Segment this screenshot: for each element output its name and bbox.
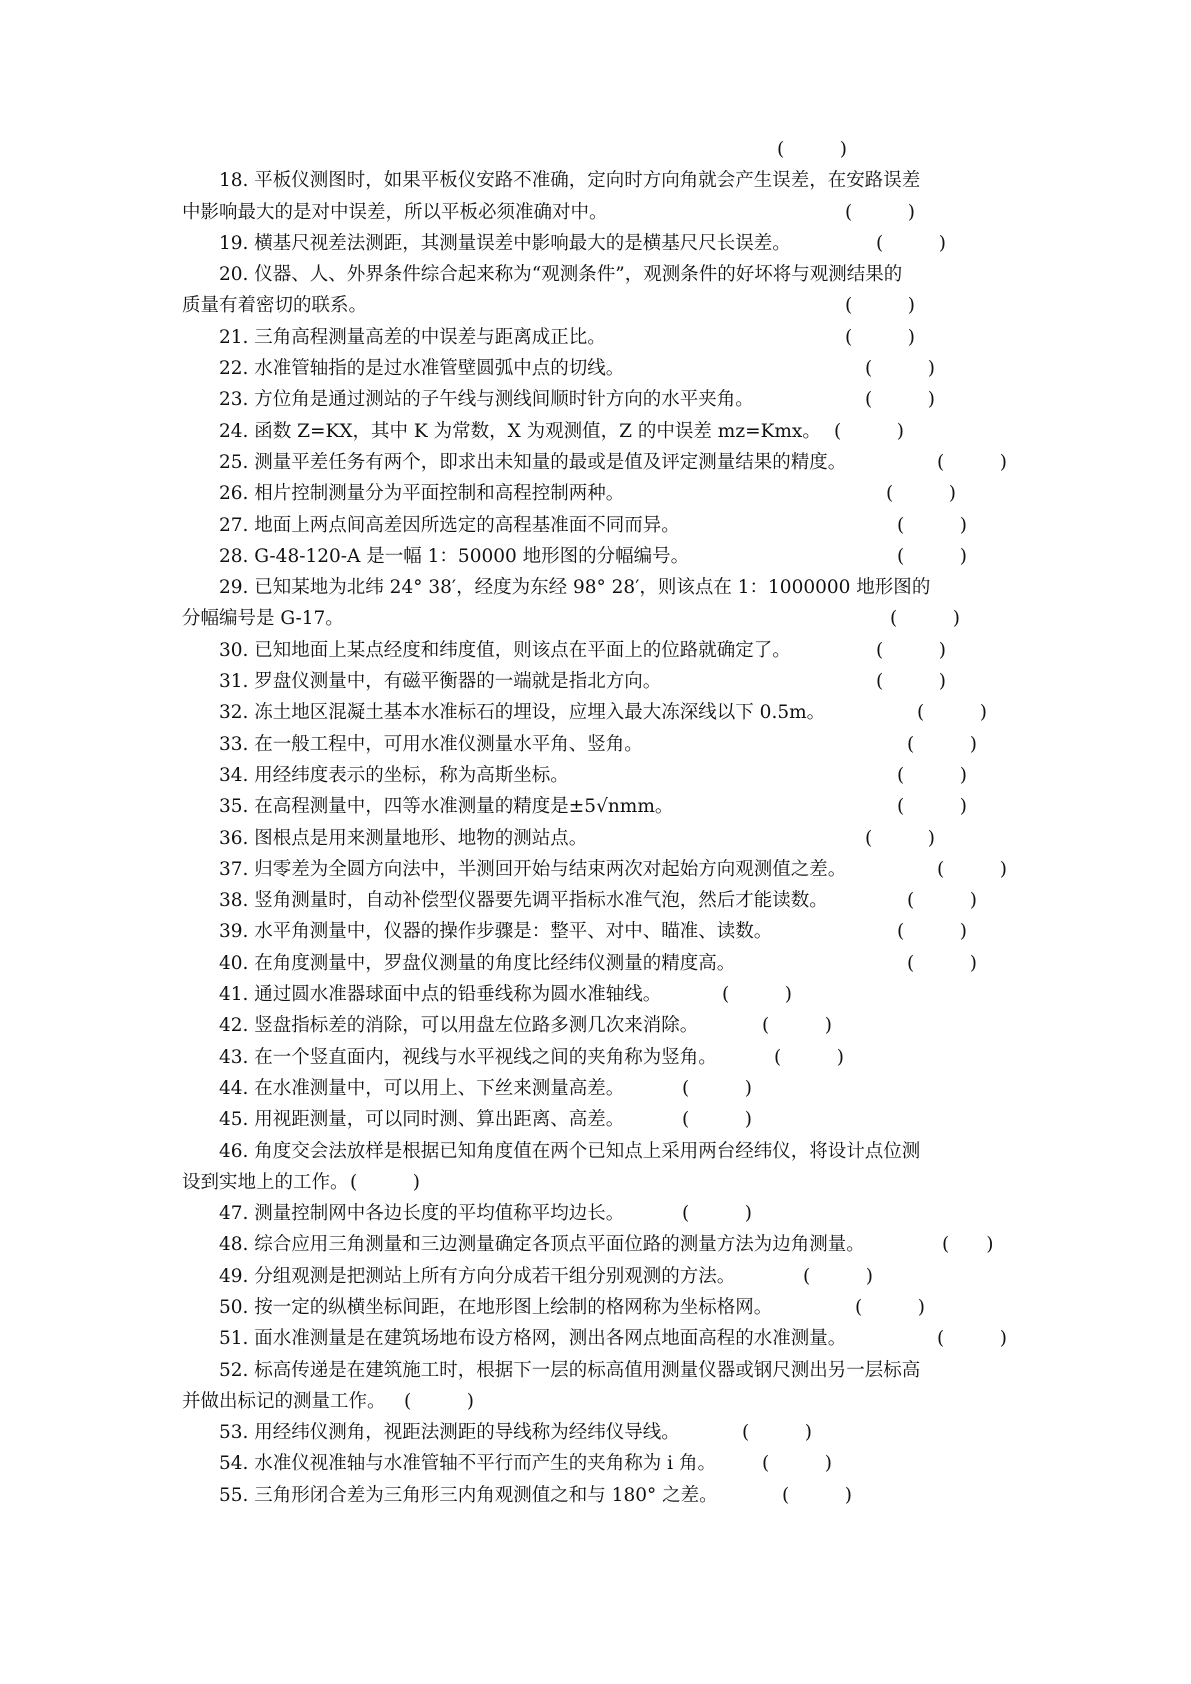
question-text: 52. 标高传递是在建筑施工时，根据下一层的标高值用测量仪器或钢尺测出另一层标高 [219, 1359, 921, 1381]
question-line [182, 416, 1007, 447]
question-line [182, 916, 1007, 947]
answer-blank[interactable]: ( ) [834, 420, 904, 442]
question-line [182, 666, 1007, 697]
question-text: 29. 已知某地为北纬 24° 38′，经度为东经 98° 28′，则该点在 1：1000000 地形图的 [219, 577, 931, 599]
answer-blank[interactable]: ( ) [937, 1328, 1007, 1350]
question-line [182, 510, 1007, 541]
document-page [182, 134, 1007, 1511]
question-text: 54. 水准仪视准轴与水准管轴不平行而产生的夹角称为 i 角。 [219, 1453, 716, 1475]
question-line [182, 603, 1007, 634]
answer-blank[interactable]: ( ) [803, 1265, 873, 1287]
question-text: 41. 通过圆水准器球面中点的铅垂线称为圆水准轴线。 [219, 984, 662, 1006]
question-text: 46. 角度交会法放样是根据已知角度值在两个已知点上采用两台经纬仪，将设计点位测 [219, 1140, 921, 1162]
question-line [182, 165, 1007, 196]
question-line [182, 1198, 1007, 1229]
question-line [182, 353, 1007, 384]
question-line [182, 134, 1007, 165]
answer-blank[interactable]: ( ) [937, 451, 1007, 473]
answer-blank[interactable]: ( ) [774, 1046, 844, 1068]
question-line [182, 384, 1007, 415]
question-text: 38. 竖角测量时，自动补偿型仪器要先调平指标水准气泡，然后才能读数。 [219, 890, 828, 912]
answer-blank[interactable]: ( ) [350, 1171, 420, 1193]
question-line [182, 885, 1007, 916]
question-line [182, 1073, 1007, 1104]
question-text: 51. 面水准测量是在建筑场地布设方格网，测出各网点地面高程的水准测量。 [219, 1328, 847, 1350]
question-line [182, 1261, 1007, 1292]
answer-blank[interactable]: ( ) [404, 1390, 474, 1412]
question-line [182, 948, 1007, 979]
question-text: 33. 在一般工程中，可用水准仪测量水平角、竖角。 [219, 733, 643, 755]
question-line [182, 259, 1007, 290]
question-text: 21. 三角高程测量高差的中误差与距离成正比。 [219, 326, 606, 348]
answer-blank[interactable]: ( ) [782, 1484, 852, 1506]
question-line [182, 1323, 1007, 1354]
question-line [182, 854, 1007, 885]
question-line [182, 1417, 1007, 1448]
answer-blank[interactable]: ( ) [762, 1015, 832, 1037]
question-line [182, 1136, 1007, 1167]
question-text: 27. 地面上两点间高差因所选定的高程基准面不同而异。 [219, 514, 680, 536]
answer-blank[interactable]: ( ) [886, 483, 956, 505]
question-text: 中影响最大的是对中误差，所以平板必须准确对中。 [182, 201, 608, 223]
question-text: 47. 测量控制网中各边长度的平均值称平均边长。 [219, 1203, 625, 1225]
question-line [182, 1042, 1007, 1073]
answer-blank[interactable]: ( ) [865, 389, 935, 411]
question-text: 37. 归零差为全圆方向法中，半测回开始与结束两次对起始方向观测值之差。 [219, 858, 847, 880]
question-line [182, 791, 1007, 822]
answer-blank[interactable]: ( ) [907, 890, 977, 912]
question-text: 30. 已知地面上某点经度和纬度值，则该点在平面上的位路就确定了。 [219, 639, 791, 661]
question-text: 50. 按一定的纵横坐标间距，在地形图上绘制的格网称为坐标格网。 [219, 1296, 773, 1318]
question-text: 设到实地上的工作。 [182, 1171, 349, 1193]
question-line [182, 1480, 1007, 1511]
question-line [182, 760, 1007, 791]
question-line [182, 572, 1007, 603]
answer-blank[interactable]: ( ) [907, 952, 977, 974]
answer-blank[interactable]: ( ) [937, 858, 1007, 880]
question-text: 34. 用经纬度表示的坐标，称为高斯坐标。 [219, 764, 569, 786]
question-text: 55. 三角形闭合差为三角形三内角观测值之和与 180° 之差。 [219, 1484, 718, 1506]
question-text: 23. 方位角是通过测站的子午线与测线间顺时针方向的水平夹角。 [219, 389, 754, 411]
question-text: 36. 图根点是用来测量地形、地物的测站点。 [219, 827, 588, 849]
question-line [182, 1010, 1007, 1041]
question-text: 18. 平板仪测图时，如果平板仪安路不准确，定向时方向角就会产生误差，在安路误差 [219, 170, 921, 192]
answer-blank[interactable]: ( ) [682, 1109, 752, 1131]
question-text: 43. 在一个竖直面内，视线与水平视线之间的夹角称为竖角。 [219, 1046, 717, 1068]
question-text: 40. 在角度测量中，罗盘仪测量的角度比经纬仪测量的精度高。 [219, 952, 736, 974]
question-text: 24. 函数 Z=KX，其中 K 为常数，X 为观测值，Z 的中误差 mz=Kmx。 [219, 420, 821, 442]
question-line [182, 729, 1007, 760]
answer-blank[interactable]: ( ) [907, 733, 977, 755]
answer-blank[interactable]: ( ) [897, 921, 967, 943]
question-text: 分幅编号是 G-17。 [182, 608, 344, 630]
answer-blank[interactable]: ( ) [897, 545, 967, 567]
answer-blank[interactable]: ( ) [897, 796, 967, 818]
answer-blank[interactable]: ( ) [845, 201, 915, 223]
question-line [182, 1104, 1007, 1135]
answer-blank[interactable]: ( ) [865, 827, 935, 849]
question-line [182, 197, 1007, 228]
answer-blank[interactable]: ( ) [917, 702, 987, 724]
question-text: 25. 测量平差任务有两个，即求出未知量的最或是值及评定测量结果的精度。 [219, 451, 847, 473]
question-line [182, 1355, 1007, 1386]
question-line [182, 979, 1007, 1010]
question-line [182, 228, 1007, 259]
answer-blank[interactable]: ( ) [682, 1077, 752, 1099]
question-text: 39. 水平角测量中，仪器的操作步骤是：整平、对中、瞄准、读数。 [219, 921, 773, 943]
answer-blank[interactable]: ( ) [942, 1234, 994, 1256]
answer-blank[interactable]: ( ) [876, 232, 946, 254]
question-text: 28. G-48-120-A 是一幅 1：50000 地形图的分幅编号。 [219, 545, 690, 567]
answer-blank[interactable]: ( ) [876, 639, 946, 661]
answer-blank[interactable]: ( ) [865, 358, 935, 380]
answer-blank[interactable]: ( ) [876, 671, 946, 693]
question-text: 22. 水准管轴指的是过水准管壁圆弧中点的切线。 [219, 358, 625, 380]
question-text: 32. 冻土地区混凝土基本水准标石的埋设，应埋入最大冻深线以下 0.5m。 [219, 702, 826, 724]
question-line [182, 447, 1007, 478]
question-line [182, 1386, 1007, 1417]
question-text: 26. 相片控制测量分为平面控制和高程控制两种。 [219, 483, 625, 505]
question-line [182, 322, 1007, 353]
answer-blank[interactable]: ( ) [742, 1422, 812, 1444]
question-line [182, 1292, 1007, 1323]
answer-blank[interactable]: ( ) [682, 1203, 752, 1225]
answer-blank[interactable]: ( ) [762, 1453, 832, 1475]
question-line [182, 635, 1007, 666]
question-text: 44. 在水准测量中，可以用上、下丝来测量高差。 [219, 1077, 625, 1099]
question-line [182, 290, 1007, 321]
question-text: 质量有着密切的联系。 [182, 295, 368, 317]
question-line [182, 1229, 1007, 1260]
question-text: 53. 用经纬仪测角，视距法测距的导线称为经纬仪导线。 [219, 1422, 680, 1444]
question-text: 49. 分组观测是把测站上所有方向分成若干组分别观测的方法。 [219, 1265, 736, 1287]
question-text: 35. 在高程测量中，四等水准测量的精度是±5√nmm。 [219, 796, 674, 818]
answer-blank[interactable]: ( ) [897, 514, 967, 536]
question-line [182, 1167, 1007, 1198]
question-line [182, 478, 1007, 509]
question-text: 48. 综合应用三角测量和三边测量确定各顶点平面位路的测量方法为边角测量。 [219, 1234, 865, 1256]
question-text: 19. 横基尺视差法测距，其测量误差中影响最大的是横基尺尺长误差。 [219, 232, 791, 254]
answer-blank[interactable]: ( ) [855, 1296, 925, 1318]
answer-blank[interactable]: ( ) [845, 295, 915, 317]
answer-blank[interactable]: ( ) [722, 984, 792, 1006]
question-text: 并做出标记的测量工作。 [182, 1390, 386, 1412]
answer-blank[interactable]: ( ) [845, 326, 915, 348]
answer-blank[interactable]: ( ) [890, 608, 960, 630]
question-text: 42. 竖盘指标差的消除，可以用盘左位路多测几次来消除。 [219, 1015, 699, 1037]
question-text: 45. 用视距测量，可以同时测、算出距离、高差。 [219, 1109, 625, 1131]
question-line [182, 1448, 1007, 1479]
answer-blank[interactable]: ( ) [777, 139, 847, 160]
question-line [182, 541, 1007, 572]
question-text: 31. 罗盘仪测量中，有磁平衡器的一端就是指北方向。 [219, 671, 662, 693]
answer-blank[interactable]: ( ) [897, 764, 967, 786]
question-line [182, 823, 1007, 854]
question-line [182, 697, 1007, 728]
question-text: 20. 仪器、人、外界条件综合起来称为“观测条件”，观测条件的好坏将与观测结果的 [219, 264, 903, 286]
